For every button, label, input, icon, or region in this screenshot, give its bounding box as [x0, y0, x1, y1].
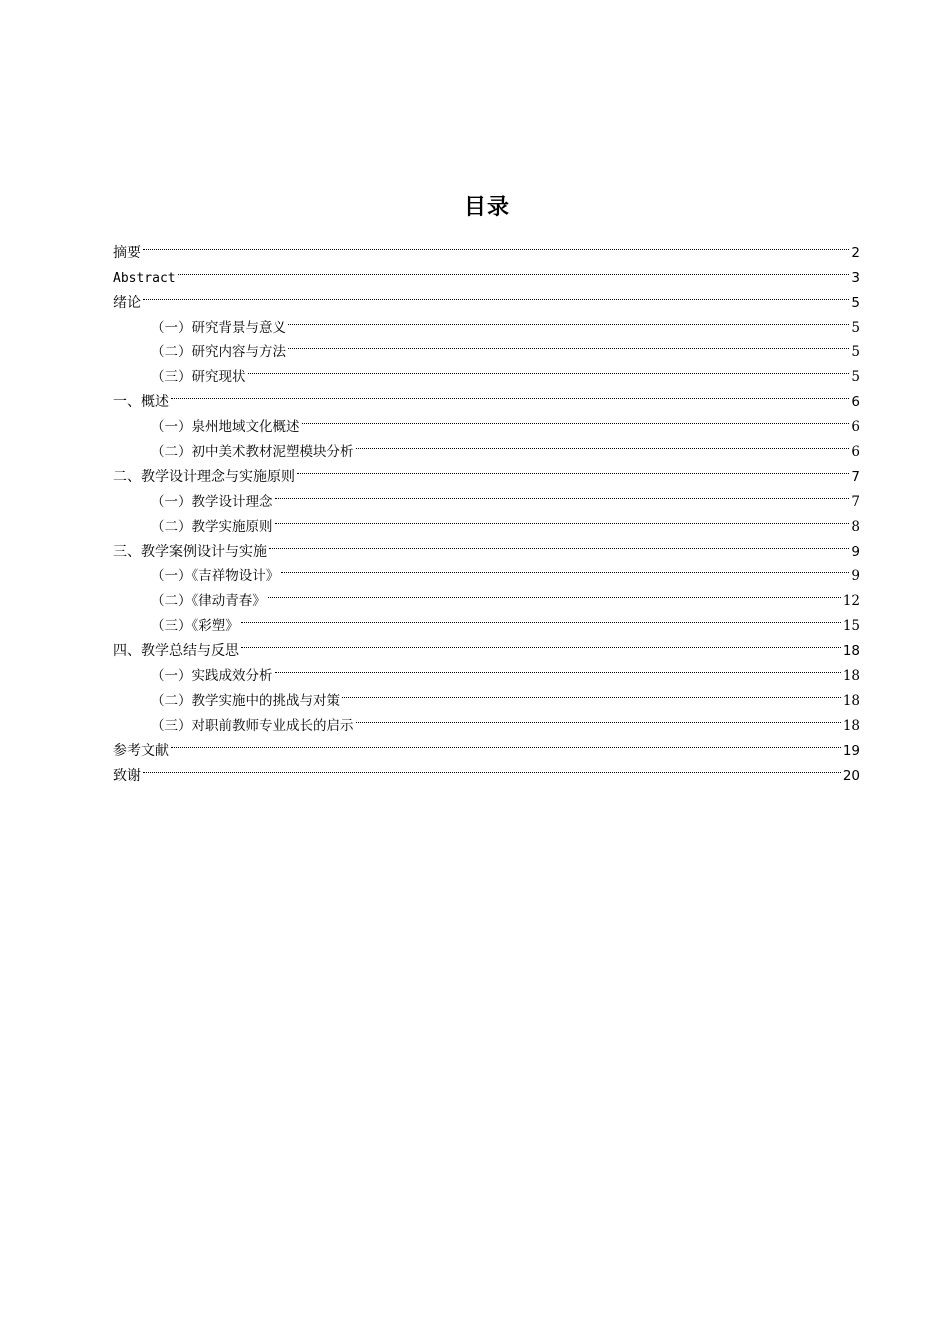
toc-dot-leader — [275, 481, 850, 506]
toc-entry-label: 致谢 — [113, 767, 141, 784]
toc-dot-leader — [143, 755, 841, 780]
toc-entry[interactable] — [113, 257, 860, 286]
toc-entry-label: （二）初中美术教材泥塑模块分析 — [151, 444, 354, 461]
toc-dot-leader — [275, 506, 850, 531]
toc-dot-leader — [269, 531, 849, 556]
toc-title: 目录 — [463, 195, 510, 220]
toc-entry[interactable] — [113, 381, 860, 411]
toc-entry-page: 5 — [851, 344, 860, 361]
toc-entry-label: 一、概述 — [113, 394, 169, 411]
toc-entry-label: （一）研究背景与意义 — [151, 319, 286, 336]
toc-entry[interactable] — [113, 406, 860, 436]
toc-entry-page: 18 — [842, 692, 860, 709]
toc-entry[interactable] — [113, 730, 860, 759]
toc-dot-leader — [275, 655, 841, 680]
toc-entry-page: 20 — [842, 767, 860, 784]
toc-entry-page: 7 — [851, 468, 860, 485]
toc-dot-leader — [288, 307, 849, 332]
toc-entry-label: （二）研究内容与方法 — [151, 344, 286, 361]
toc-dot-leader — [248, 356, 850, 381]
toc-entry[interactable] — [113, 755, 860, 784]
toc-entry-page: 19 — [842, 742, 860, 759]
toc-entry-page: 12 — [842, 593, 860, 610]
toc-dot-leader — [178, 257, 850, 282]
toc-list — [113, 232, 860, 784]
toc-entry-page: 2 — [851, 244, 860, 261]
toc-entry-label: （三）《彩塑》 — [151, 618, 239, 635]
toc-entry-label: 三、教学案例设计与实施 — [113, 543, 267, 560]
toc-dot-leader — [288, 332, 849, 357]
toc-dot-leader — [241, 630, 841, 655]
toc-entry-label: （三）研究现状 — [151, 369, 246, 386]
toc-entry[interactable] — [113, 232, 860, 261]
toc-entry-page: 9 — [851, 568, 860, 585]
toc-entry-page: 15 — [842, 618, 860, 635]
toc-entry-page: 6 — [851, 444, 860, 461]
toc-dot-leader — [342, 680, 841, 705]
toc-dot-leader — [241, 605, 841, 630]
toc-entry-label: （一）《吉祥物设计》 — [151, 568, 280, 585]
toc-dot-leader — [356, 705, 841, 730]
toc-entry-label: （一）泉州地域文化概述 — [151, 419, 300, 436]
toc-entry-page: 5 — [851, 294, 860, 311]
toc-entry-page: 9 — [851, 543, 860, 560]
toc-entry-label: 摘要 — [113, 244, 141, 261]
toc-entry-page: 5 — [851, 319, 860, 336]
toc-dot-leader — [171, 730, 841, 755]
toc-dot-leader — [143, 282, 849, 307]
toc-entry-page: 18 — [842, 643, 860, 660]
toc-dot-leader — [302, 406, 850, 431]
toc-entry-label: （一）教学设计理念 — [151, 493, 273, 510]
toc-dot-leader — [297, 456, 849, 481]
toc-entry-page: 18 — [842, 717, 860, 734]
toc-entry-page: 18 — [842, 668, 860, 685]
toc-entry-label: 四、教学总结与反思 — [113, 643, 239, 660]
toc-entry-label: 绪论 — [113, 294, 141, 311]
toc-entry-label: （二）《律动青春》 — [151, 593, 266, 610]
toc-entry-page: 5 — [851, 369, 860, 386]
toc-entry[interactable] — [113, 307, 860, 336]
toc-entry-label: 二、教学设计理念与实施原则 — [113, 468, 295, 485]
toc-dot-leader — [171, 381, 849, 406]
toc-entry-label: （二）教学实施中的挑战与对策 — [151, 692, 340, 709]
toc-entry-page: 6 — [851, 394, 860, 411]
toc-dot-leader — [143, 232, 849, 257]
toc-entry-label: Abstract — [113, 270, 176, 286]
toc-entry-page: 6 — [851, 419, 860, 436]
toc-entry-label: 参考文献 — [113, 742, 169, 759]
toc-entry-page: 7 — [851, 493, 860, 510]
toc-entry-label: （三）对职前教师专业成长的启示 — [151, 717, 354, 734]
toc-entry-label: （一）实践成效分析 — [151, 668, 273, 685]
toc-entry[interactable] — [113, 282, 860, 311]
toc-dot-leader — [268, 580, 841, 605]
toc-entry-page: 3 — [851, 269, 860, 286]
toc-entry-label: （二）教学实施原则 — [151, 518, 273, 535]
toc-dot-leader — [281, 556, 849, 581]
toc-entry-page: 8 — [851, 518, 860, 535]
toc-dot-leader — [356, 431, 850, 456]
